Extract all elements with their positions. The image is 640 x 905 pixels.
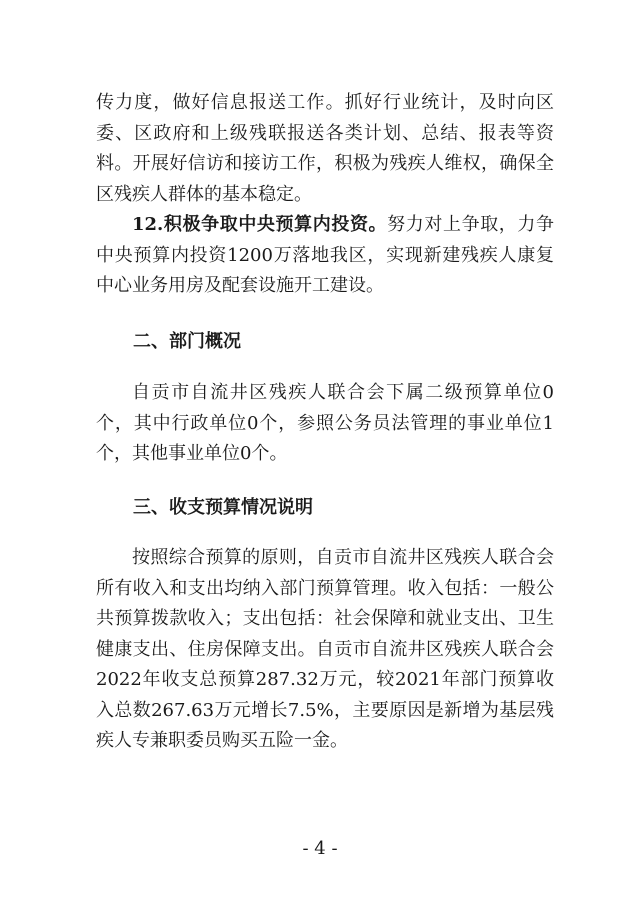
section-heading-department-overview: 二、部门概况 [133, 331, 241, 352]
paragraph-item-12 [96, 210, 554, 302]
section-heading-budget-explanation: 三、收支预算情况说明 [133, 497, 313, 518]
paragraph-budget-explanation: 按照综合预算的原则，自贡市自流井区残疾人联合会所有收入和支出均纳入部门预算管理。收入包括：一般公共预算拨款收入；支出包括：社会保障和就业支出、卫生健康支出、住房保障支出。自贡市自流井区残疾人联合会2022年收支总预算287.32万元，较2021年部门预算收入总数267.63万元增长7.5%，主要原因是新增为基层残疾人专兼职委员购买五险一金。 [96, 547, 554, 751]
item-12-lead: 12.积极争取中央预算内投资。 [132, 214, 388, 235]
item-12-text: 努力对上争取，力争中央预算内投资1200万落地我区，实现新建残疾人康复中心业务用房及配套设施开工建设。 [96, 214, 554, 296]
page-number: - 4 - [302, 838, 338, 859]
paragraph-continuation: 传力度，做好信息报送工作。抓好行业统计，及时向区委、区政府和上级残联报送各类计划、总结、报表等资料。开展好信访和接访工作，积极为残疾人维权，确保全区残疾人群体的基本稳定。 [96, 92, 554, 205]
paragraph-department-overview: 自贡市自流井区残疾人联合会下属二级预算单位0个，其中行政单位0个，参照公务员法管理的事业单位1个，其他事业单位0个。 [96, 382, 554, 464]
